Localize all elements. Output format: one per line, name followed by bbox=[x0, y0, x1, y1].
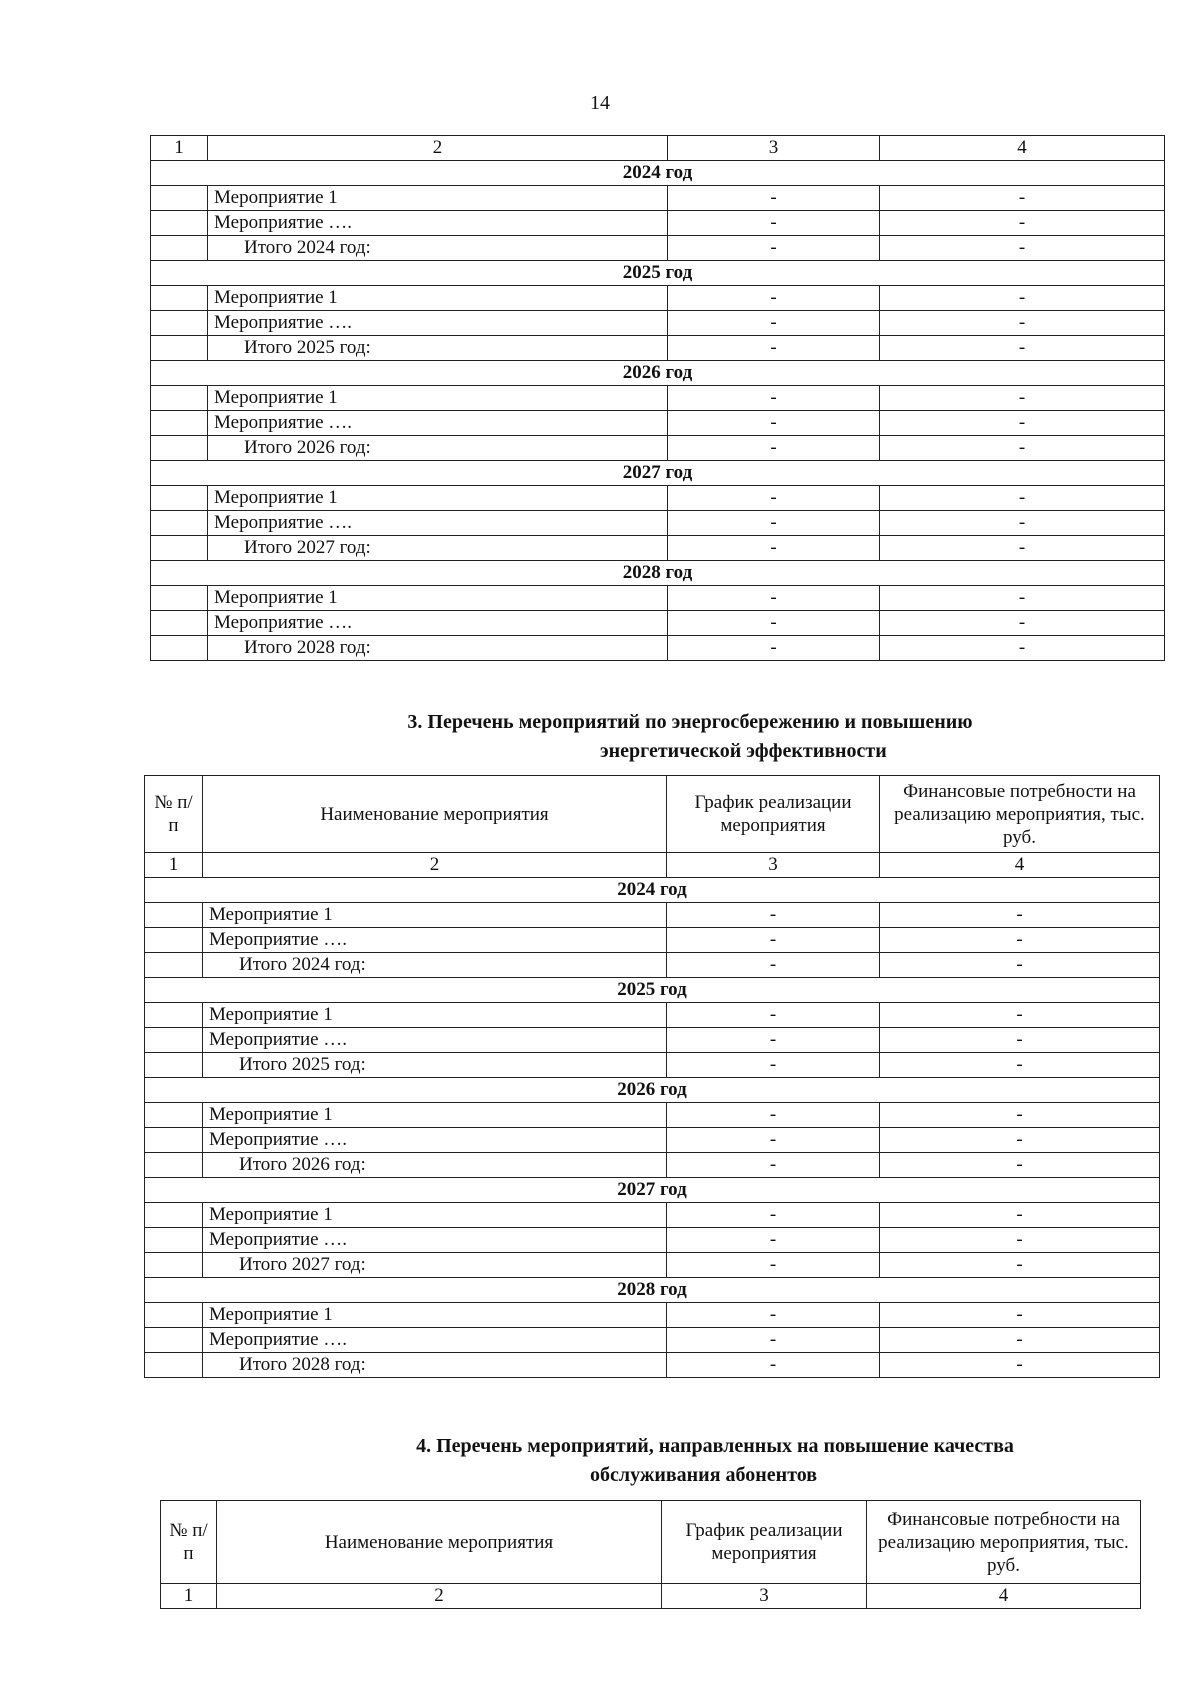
schedule-value: - bbox=[668, 236, 880, 261]
header-schedule: График реализации мероприятия bbox=[662, 1501, 867, 1584]
finance-value: - bbox=[880, 1153, 1160, 1178]
schedule-value: - bbox=[668, 636, 880, 661]
table-row bbox=[145, 1028, 1160, 1053]
schedule-value: - bbox=[668, 386, 880, 411]
row-number-cell bbox=[145, 1028, 203, 1053]
schedule-value: - bbox=[668, 336, 880, 361]
finance-value: - bbox=[880, 386, 1165, 411]
measure-name: Мероприятие 1 bbox=[203, 1003, 667, 1028]
measure-name: Мероприятие 1 bbox=[203, 1103, 667, 1128]
section-4-title-line1: 4. Перечень мероприятий, направленных на повышение качества bbox=[416, 1435, 1014, 1457]
row-number-cell bbox=[151, 636, 208, 661]
finance-value: - bbox=[880, 1353, 1160, 1378]
measure-name: Мероприятие …. bbox=[208, 611, 668, 636]
row-number-cell bbox=[145, 1128, 203, 1153]
finance-value: - bbox=[880, 586, 1165, 611]
col-number: 4 bbox=[867, 1584, 1141, 1609]
year-label: 2024 год bbox=[151, 161, 1165, 186]
table-row bbox=[151, 211, 1165, 236]
measure-name: Мероприятие …. bbox=[208, 411, 668, 436]
row-number-cell bbox=[151, 486, 208, 511]
row-number-cell bbox=[151, 386, 208, 411]
service-quality-table-body bbox=[161, 1501, 1141, 1609]
row-number-cell bbox=[151, 186, 208, 211]
table-row bbox=[145, 1103, 1160, 1128]
table-row bbox=[145, 928, 1160, 953]
row-number-cell bbox=[145, 1103, 203, 1128]
section-4-title bbox=[300, 1432, 1130, 1490]
measure-name: Мероприятие …. bbox=[203, 1228, 667, 1253]
schedule-value: - bbox=[668, 536, 880, 561]
energy-saving-table bbox=[144, 775, 1160, 1378]
finance-value: - bbox=[880, 1003, 1160, 1028]
year-label: 2025 год bbox=[151, 261, 1165, 286]
year-label: 2028 год bbox=[145, 1278, 1160, 1303]
table-row bbox=[145, 1203, 1160, 1228]
year-row bbox=[151, 361, 1165, 386]
section-3-title-line2: энергетической эффективности bbox=[600, 740, 887, 762]
finance-value: - bbox=[880, 286, 1165, 311]
finance-value: - bbox=[880, 436, 1165, 461]
row-number-cell bbox=[151, 411, 208, 436]
total-row bbox=[151, 336, 1165, 361]
row-number-cell bbox=[145, 1153, 203, 1178]
table-row bbox=[151, 511, 1165, 536]
finance-value: - bbox=[880, 903, 1160, 928]
header-finance: Финансовые потребности на реализацию мероприятия, тыс. руб. bbox=[880, 776, 1160, 853]
finance-value: - bbox=[880, 1053, 1160, 1078]
schedule-value: - bbox=[668, 311, 880, 336]
row-number-cell bbox=[151, 311, 208, 336]
finance-value: - bbox=[880, 611, 1165, 636]
row-number-cell bbox=[145, 1353, 203, 1378]
table-row bbox=[145, 1328, 1160, 1353]
row-number-cell bbox=[151, 436, 208, 461]
header-num: № п/п bbox=[161, 1501, 217, 1584]
column-number-row bbox=[151, 136, 1165, 161]
year-row bbox=[145, 1178, 1160, 1203]
measure-name: Мероприятие 1 bbox=[203, 903, 667, 928]
measure-name: Мероприятие …. bbox=[203, 1128, 667, 1153]
total-row bbox=[145, 953, 1160, 978]
schedule-value: - bbox=[667, 1053, 880, 1078]
table-row bbox=[145, 1003, 1160, 1028]
schedule-value: - bbox=[667, 1303, 880, 1328]
row-number-cell bbox=[151, 236, 208, 261]
col-number: 1 bbox=[151, 136, 208, 161]
finance-value: - bbox=[880, 411, 1165, 436]
table-row bbox=[151, 386, 1165, 411]
finance-value: - bbox=[880, 1128, 1160, 1153]
schedule-value: - bbox=[668, 511, 880, 536]
col-number: 1 bbox=[161, 1584, 217, 1609]
total-row bbox=[145, 1253, 1160, 1278]
row-number-cell bbox=[145, 928, 203, 953]
measure-name: Итого 2024 год: bbox=[203, 953, 667, 978]
measure-name: Итого 2028 год: bbox=[208, 636, 668, 661]
year-label: 2026 год bbox=[151, 361, 1165, 386]
schedule-value: - bbox=[668, 211, 880, 236]
measure-name: Мероприятие 1 bbox=[208, 386, 668, 411]
year-label: 2027 год bbox=[151, 461, 1165, 486]
measure-name: Итого 2026 год: bbox=[203, 1153, 667, 1178]
finance-value: - bbox=[880, 536, 1165, 561]
table-row bbox=[151, 411, 1165, 436]
header-name: Наименование мероприятия bbox=[203, 776, 667, 853]
col-number: 4 bbox=[880, 136, 1165, 161]
schedule-value: - bbox=[668, 436, 880, 461]
schedule-value: - bbox=[667, 1028, 880, 1053]
table-row bbox=[151, 286, 1165, 311]
col-number: 4 bbox=[880, 853, 1160, 878]
row-number-cell bbox=[151, 511, 208, 536]
total-row bbox=[151, 536, 1165, 561]
measure-name: Мероприятие …. bbox=[203, 1328, 667, 1353]
finance-value: - bbox=[880, 1028, 1160, 1053]
measure-name: Итого 2024 год: bbox=[208, 236, 668, 261]
row-number-cell bbox=[151, 211, 208, 236]
measure-name: Мероприятие 1 bbox=[208, 586, 668, 611]
finance-value: - bbox=[880, 636, 1165, 661]
schedule-value: - bbox=[667, 1153, 880, 1178]
schedule-value: - bbox=[667, 928, 880, 953]
finance-value: - bbox=[880, 1103, 1160, 1128]
measure-name: Мероприятие 1 bbox=[203, 1303, 667, 1328]
table-continued bbox=[150, 135, 1165, 661]
table-continued-body bbox=[151, 136, 1165, 661]
total-row bbox=[151, 636, 1165, 661]
table-row bbox=[151, 311, 1165, 336]
col-number: 3 bbox=[662, 1584, 867, 1609]
schedule-value: - bbox=[667, 1003, 880, 1028]
table-row bbox=[151, 486, 1165, 511]
measure-name: Итого 2025 год: bbox=[208, 336, 668, 361]
row-number-cell bbox=[145, 1203, 203, 1228]
column-number-row bbox=[161, 1584, 1141, 1609]
row-number-cell bbox=[145, 1253, 203, 1278]
finance-value: - bbox=[880, 211, 1165, 236]
finance-value: - bbox=[880, 236, 1165, 261]
year-row bbox=[145, 878, 1160, 903]
table-row bbox=[145, 1303, 1160, 1328]
column-number-row bbox=[145, 853, 1160, 878]
header-num: № п/п bbox=[145, 776, 203, 853]
header-schedule: График реализации мероприятия bbox=[667, 776, 880, 853]
row-number-cell bbox=[145, 1228, 203, 1253]
measure-name: Мероприятие …. bbox=[208, 311, 668, 336]
measure-name: Мероприятие 1 bbox=[208, 486, 668, 511]
schedule-value: - bbox=[668, 486, 880, 511]
measure-name: Итого 2025 год: bbox=[203, 1053, 667, 1078]
row-number-cell bbox=[151, 536, 208, 561]
year-row bbox=[151, 261, 1165, 286]
year-row bbox=[151, 161, 1165, 186]
schedule-value: - bbox=[667, 1228, 880, 1253]
row-number-cell bbox=[145, 953, 203, 978]
finance-value: - bbox=[880, 1203, 1160, 1228]
table-row bbox=[145, 903, 1160, 928]
finance-value: - bbox=[880, 486, 1165, 511]
col-number: 2 bbox=[217, 1584, 662, 1609]
measure-name: Итого 2027 год: bbox=[203, 1253, 667, 1278]
measure-name: Итого 2027 год: bbox=[208, 536, 668, 561]
table-row bbox=[151, 586, 1165, 611]
col-number: 1 bbox=[145, 853, 203, 878]
header-finance: Финансовые потребности на реализацию мероприятия, тыс. руб. bbox=[867, 1501, 1141, 1584]
measure-name: Итого 2028 год: bbox=[203, 1353, 667, 1378]
col-number: 2 bbox=[203, 853, 667, 878]
page-number: 14 bbox=[590, 92, 610, 114]
section-3-title bbox=[300, 708, 1080, 766]
col-number: 3 bbox=[667, 853, 880, 878]
finance-value: - bbox=[880, 336, 1165, 361]
row-number-cell bbox=[151, 336, 208, 361]
row-number-cell bbox=[151, 286, 208, 311]
header-name: Наименование мероприятия bbox=[217, 1501, 662, 1584]
year-row bbox=[145, 1078, 1160, 1103]
finance-value: - bbox=[880, 1303, 1160, 1328]
service-quality-table bbox=[160, 1500, 1141, 1609]
measure-name: Мероприятие …. bbox=[203, 928, 667, 953]
schedule-value: - bbox=[667, 1103, 880, 1128]
finance-value: - bbox=[880, 186, 1165, 211]
year-row bbox=[145, 1278, 1160, 1303]
schedule-value: - bbox=[667, 1353, 880, 1378]
year-label: 2024 год bbox=[145, 878, 1160, 903]
year-row bbox=[151, 561, 1165, 586]
schedule-value: - bbox=[667, 953, 880, 978]
finance-value: - bbox=[880, 1228, 1160, 1253]
schedule-value: - bbox=[668, 611, 880, 636]
year-label: 2027 год bbox=[145, 1178, 1160, 1203]
total-row bbox=[145, 1353, 1160, 1378]
year-label: 2025 год bbox=[145, 978, 1160, 1003]
header-row bbox=[145, 776, 1160, 853]
table-row bbox=[145, 1128, 1160, 1153]
measure-name: Мероприятие 1 bbox=[203, 1203, 667, 1228]
col-number: 3 bbox=[668, 136, 880, 161]
table-row bbox=[151, 186, 1165, 211]
row-number-cell bbox=[151, 586, 208, 611]
measure-name: Мероприятие …. bbox=[203, 1028, 667, 1053]
year-row bbox=[145, 978, 1160, 1003]
total-row bbox=[145, 1053, 1160, 1078]
measure-name: Мероприятие 1 bbox=[208, 186, 668, 211]
energy-saving-table-body bbox=[145, 776, 1160, 1378]
finance-value: - bbox=[880, 953, 1160, 978]
row-number-cell bbox=[145, 1303, 203, 1328]
row-number-cell bbox=[151, 611, 208, 636]
schedule-value: - bbox=[667, 1328, 880, 1353]
total-row bbox=[151, 436, 1165, 461]
row-number-cell bbox=[145, 1328, 203, 1353]
measure-name: Итого 2026 год: bbox=[208, 436, 668, 461]
section-4-title-line2: обслуживания абонентов bbox=[590, 1464, 818, 1486]
year-label: 2028 год bbox=[151, 561, 1165, 586]
schedule-value: - bbox=[667, 903, 880, 928]
table-row bbox=[151, 611, 1165, 636]
header-row bbox=[161, 1501, 1141, 1584]
measure-name: Мероприятие …. bbox=[208, 211, 668, 236]
measure-name: Мероприятие 1 bbox=[208, 286, 668, 311]
col-number: 2 bbox=[208, 136, 668, 161]
total-row bbox=[151, 236, 1165, 261]
row-number-cell bbox=[145, 1053, 203, 1078]
year-row bbox=[151, 461, 1165, 486]
finance-value: - bbox=[880, 928, 1160, 953]
finance-value: - bbox=[880, 1253, 1160, 1278]
year-label: 2026 год bbox=[145, 1078, 1160, 1103]
schedule-value: - bbox=[667, 1203, 880, 1228]
schedule-value: - bbox=[667, 1253, 880, 1278]
schedule-value: - bbox=[668, 411, 880, 436]
schedule-value: - bbox=[668, 586, 880, 611]
schedule-value: - bbox=[668, 286, 880, 311]
row-number-cell bbox=[145, 1003, 203, 1028]
finance-value: - bbox=[880, 311, 1165, 336]
finance-value: - bbox=[880, 1328, 1160, 1353]
measure-name: Мероприятие …. bbox=[208, 511, 668, 536]
row-number-cell bbox=[145, 903, 203, 928]
finance-value: - bbox=[880, 511, 1165, 536]
section-3-title-line1: 3. Перечень мероприятий по энергосбережению и повышению bbox=[407, 711, 973, 733]
schedule-value: - bbox=[667, 1128, 880, 1153]
schedule-value: - bbox=[668, 186, 880, 211]
table-row bbox=[145, 1228, 1160, 1253]
total-row bbox=[145, 1153, 1160, 1178]
